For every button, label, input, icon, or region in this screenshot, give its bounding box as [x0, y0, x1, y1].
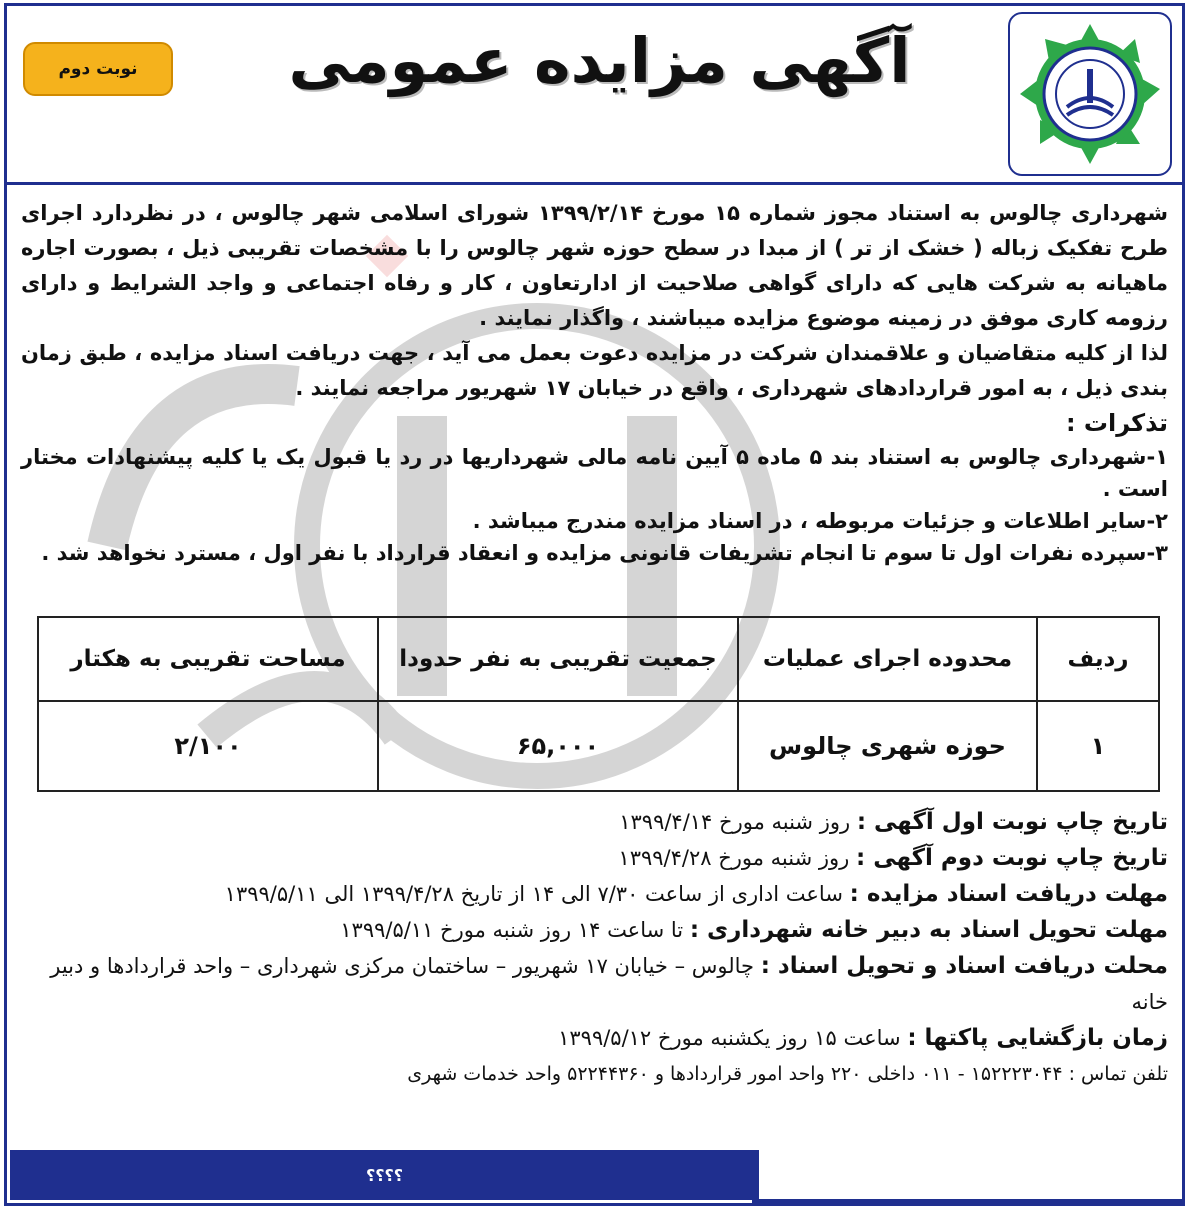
- announcement-body: [21, 196, 1168, 569]
- second-print-value: روز شنبه مورخ ۱۳۹۹/۴/۲۸: [618, 846, 850, 870]
- header-area: مساحت تقریبی به هکتار: [38, 617, 378, 701]
- schedule-details: [21, 804, 1168, 1092]
- docs-deadline-label: مهلت دریافت اسناد مزایده :: [849, 881, 1168, 907]
- second-print-line: [21, 840, 1168, 876]
- first-print-label: تاریخ چاپ نوبت اول آگهی :: [856, 809, 1168, 835]
- intro-paragraph-2: لذا از کلیه متقاضیان و علاقمندان شرکت در مزایده دعوت بعمل می آید ، جهت دریافت اسناد مزایده ، طبق زمان بندی ذیل ، به امور قراردادهای شهرداری ، واقع در خیابان ۱۷ شهریور مراجعه نمایند .: [21, 341, 1168, 400]
- page-title: آگهی مزایده عمومی: [288, 24, 911, 97]
- intro-paragraph-1: شهرداری چالوس به استناد مجوز شماره ۱۵ مورخ ۱۳۹۹/۲/۱۴ شورای اسلامی شهر چالوس ، در نظردارد اجرای طرح تفکیک زباله ( خشک از تر ) از مبدا در سطح حوزه شهر چالوس را با مشخصات تقریبی ذیل ، بصورت اجاره ماهیانه به شرکت هایی که دارای گواهی صلاحیت از ادارتعاون ، کار و رفاه اجتماعی و واجد الشرایط و دارای رزومه کاری موفق در زمینه موضوع مزایده میباشند ، واگذار نمایند .: [21, 201, 1168, 330]
- cell-area: ۲/۱۰۰: [38, 701, 378, 791]
- location-line: [21, 948, 1168, 1020]
- opening-label: زمان بازگشایی پاکتها :: [907, 1025, 1168, 1051]
- advertisement-page: [4, 3, 1185, 1206]
- opening-line: [21, 1020, 1168, 1056]
- notes-heading: تذکرات :: [1065, 409, 1168, 437]
- opening-value: ساعت ۱۵ روز یکشنبه مورخ ۱۳۹۹/۵/۱۲: [558, 1026, 901, 1050]
- header: [7, 6, 1182, 185]
- submit-deadline-value: تا ساعت ۱۴ روز شنبه مورخ ۱۳۹۹/۵/۱۱: [340, 918, 684, 942]
- footer-code-bar: ؟؟؟؟: [10, 1150, 759, 1200]
- location-label: محلت دریافت اسناد و تحویل اسناد :: [760, 953, 1168, 979]
- edition-badge: نوبت دوم: [23, 42, 173, 96]
- table-row: [38, 701, 1159, 791]
- chalus-municipality-logo-icon: [1015, 19, 1165, 169]
- second-print-label: تاریخ چاپ نوبت دوم آگهی :: [856, 845, 1168, 871]
- header-population: جمعیت تقریبی به نفر حدودا: [378, 617, 738, 701]
- table-header-row: [38, 617, 1159, 701]
- footer-divider: [752, 1199, 1182, 1203]
- docs-deadline-value: ساعت اداری از ساعت ۷/۳۰ الی ۱۴ از تاریخ ۱۳۹۹/۴/۲۸ الی ۱۳۹۹/۵/۱۱: [224, 882, 843, 906]
- header-row-number: ردیف: [1037, 617, 1159, 701]
- municipality-logo: [1008, 12, 1172, 176]
- header-operation-area: محدوده اجرای عملیات: [738, 617, 1037, 701]
- note-item: ۳-سپرده نفرات اول تا سوم تا انجام تشریفات قانونی مزایده و انعقاد قرارداد با نفر اول ، مسترد نخواهد شد .: [41, 541, 1168, 565]
- cell-population: ۶۵,۰۰۰: [378, 701, 738, 791]
- first-print-value: روز شنبه مورخ ۱۳۹۹/۴/۱۴: [619, 810, 851, 834]
- contact-phone: تلفن تماس : ۱۵۲۲۲۳۰۴۴ - ۰۱۱ داخلی ۲۲۰ واحد امور قراردادها و ۵۲۲۴۴۳۶۰ واحد خدمات شهری: [407, 1063, 1168, 1085]
- submit-deadline-line: [21, 912, 1168, 948]
- auction-table: [37, 616, 1160, 792]
- note-item: ۱-شهرداری چالوس به استناد بند ۵ ماده ۵ آیین نامه مالی شهرداریها در رد یا قبول یک یا کلیه پیشنهادات مختار است .: [21, 445, 1169, 501]
- docs-deadline-line: [21, 876, 1168, 912]
- submit-deadline-label: مهلت تحویل اسناد به دبیر خانه شهرداری :: [689, 917, 1168, 943]
- cell-operation-area: حوزه شهری چالوس: [738, 701, 1037, 791]
- first-print-line: [21, 804, 1168, 840]
- note-item: ۲-سایر اطلاعات و جزئیات مربوطه ، در اسناد مزایده مندرج میباشد .: [472, 509, 1168, 533]
- location-value: چالوس – خیابان ۱۷ شهریور – ساختمان مرکزی شهرداری – واحد قراردادها و دبیر خانه: [50, 954, 1168, 1014]
- cell-row-number: ۱: [1037, 701, 1159, 791]
